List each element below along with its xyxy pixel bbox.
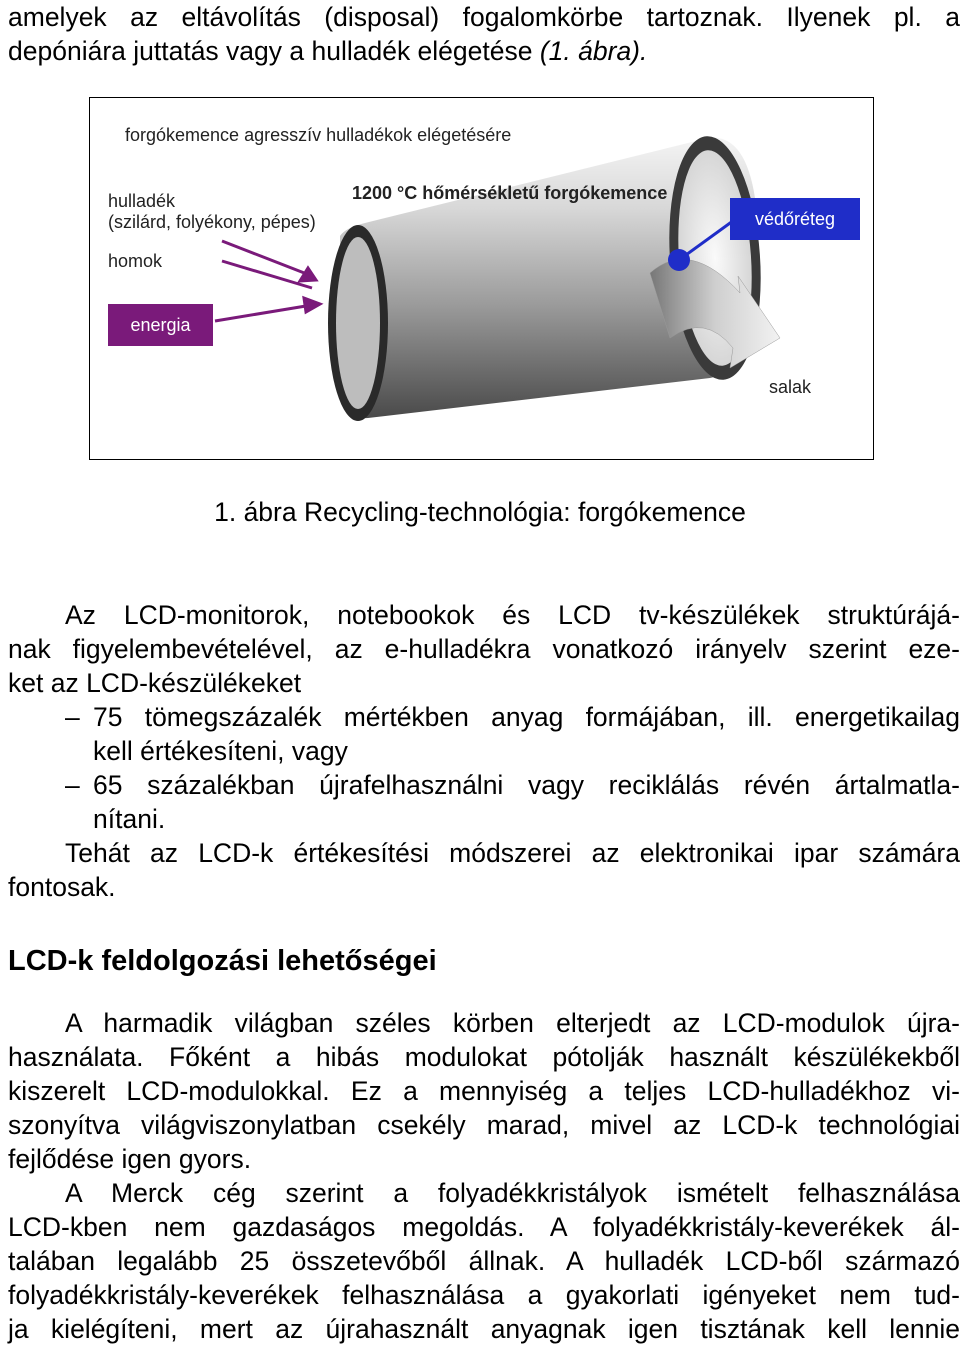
section-heading: LCD-k feldolgozási lehetőségei (8, 945, 437, 977)
para3-line-2: használata. Főként a hibás modulokat pótolják használt készülékekből (8, 1042, 960, 1072)
intro-line-2 (8, 34, 960, 68)
para4-line-3: talában legalább 25 összetevőből állnak. A hulladék LCD-ből származó (8, 1246, 960, 1276)
intro-line-1: amelyek az eltávolítás (disposal) fogalomkörbe tartoznak. Ilyenek pl. a (8, 2, 960, 32)
bullet-dash: – (65, 770, 80, 800)
bullet-1-line-1: 75 tömegszázalék mértékben anyag formájában, ill. energetikailag (93, 702, 960, 732)
bullet-2-line-2: nítani. (93, 804, 166, 834)
input-arrows (215, 241, 320, 321)
figure-reference: (1. ábra). (539, 36, 648, 66)
lining-label: védőréteg (730, 198, 860, 240)
para3-line-4: szonyítva világviszonylatban csekély marad, mivel az LCD-k technológiai (8, 1110, 960, 1140)
intro-line-2-text: depóniára juttatás vagy a hulladék elégetése (8, 36, 540, 66)
bullet-2-line-1: 65 százalékban újrafelhasználni vagy reciklálás révén ártalmatla- (93, 770, 960, 800)
para4-line-5: ja kielégíteni, mert az újrahasznált anyagnak igen tisztának kell lennie (8, 1314, 960, 1344)
para3-line-1: A harmadik világban széles körben elterjedt az LCD-modulok újra- (65, 1008, 960, 1038)
slag-label: salak (769, 377, 812, 397)
waste-types-label: (szilárd, folyékony, pépes) (108, 212, 316, 232)
para2-line-1: Tehát az LCD-k értékesítési módszerei az elektronikai ipar számára (65, 838, 960, 868)
para3-line-3: kiszerelt LCD-modulokkal. Ez a mennyiség a teljes LCD-hulladékhoz vi- (8, 1076, 960, 1106)
kiln-figure (89, 97, 874, 460)
para2-line-2: fontosak. (8, 872, 116, 902)
kiln-label: 1200 °C hőmérsékletű forgókemence (352, 183, 668, 203)
para1-line-2: nak figyelembevételével, az e-hulladékra vonatkozó irányelv szerint eze- (8, 634, 960, 664)
para4-line-1: A Merck cég szerint a folyadékkristályok ismételt felhasználása (65, 1178, 960, 1208)
para1-line-1: Az LCD-monitorok, notebookok és LCD tv-készülékek struktúrájá- (65, 600, 960, 630)
bullet-1-line-2: kell értékesíteni, vagy (93, 736, 348, 766)
energy-label: energia (108, 304, 213, 346)
para1-line-3: ket az LCD-készülékeket (8, 668, 302, 698)
kiln-diagram (90, 98, 875, 461)
waste-label: hulladék (108, 191, 176, 211)
bullet-dash: – (65, 702, 80, 732)
figure-title: forgókemence agresszív hulladékok elégetésére (125, 125, 512, 145)
para4-line-4: folyadékkristály-keverékek felhasználása a gyakorlati igényeket nem tud- (8, 1280, 960, 1310)
para4-line-2: LCD-kben nem gazdaságos megoldás. A folyadékkristály-keverékek ál- (8, 1212, 960, 1242)
sand-label: homok (108, 251, 163, 271)
figure-caption: 1. ábra Recycling-technológia: forgókemence (214, 497, 746, 527)
para3-line-5: fejlődése igen gyors. (8, 1144, 252, 1174)
